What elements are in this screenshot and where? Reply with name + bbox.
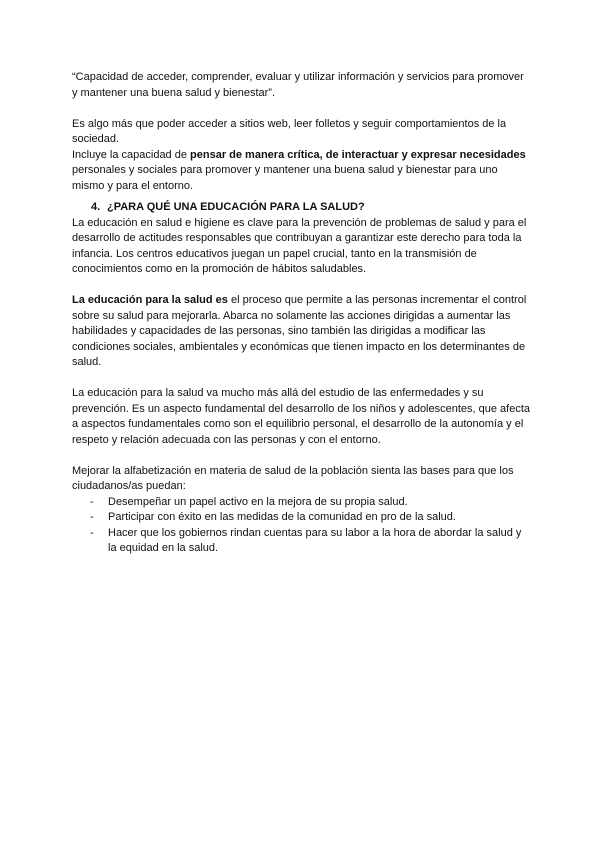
list-item-text: Hacer que los gobiernos rindan cuentas para su labor a la hora de abordar la salud y la equidad en la salud. bbox=[108, 526, 522, 554]
document-body bbox=[72, 70, 530, 557]
bold-phrase: pensar de manera crítica, de interactuar y expresar necesidades bbox=[190, 148, 526, 161]
spacer bbox=[72, 448, 530, 464]
list-item bbox=[72, 495, 530, 511]
list-item-text: Desempeñar un papel activo en la mejora de su propia salud. bbox=[108, 495, 408, 508]
paragraph-literacy: Mejorar la alfabetización en materia de salud de la población sienta las bases para que los ciudadanos/as puedan: bbox=[72, 464, 514, 492]
paragraph-text: personales y sociales para promover y mantener una buena salud y bienestar para uno mismo y para el entorno. bbox=[72, 164, 498, 192]
paragraph-text: el proceso que permite a las personas incrementar el control sobre su salud para mejorarla. Abarca no solamente las acciones dirigidas a aumentar las habilidades y capacidades de las personas, sino también las dirigidas a modificar las condiciones sociales, ambientales y económicas que tienen impacto en los determinantes de salud. bbox=[72, 294, 527, 368]
paragraph-text: Incluye la capacidad de bbox=[72, 148, 191, 161]
section-title: ¿PARA QUÉ UNA EDUCACIÓN PARA LA SALUD? bbox=[107, 201, 365, 213]
paragraph-definition bbox=[72, 293, 530, 371]
section-number: 4. bbox=[91, 201, 101, 213]
bullet-list bbox=[72, 495, 530, 557]
list-item bbox=[72, 510, 530, 526]
bold-phrase: La educación para la salud es bbox=[72, 294, 228, 306]
list-item-text: Participar con éxito en las medidas de la comunidad en pro de la salud. bbox=[108, 511, 456, 523]
paragraph-development: La educación para la salud va mucho más allá del estudio de las enfermedades y su prevención. Es un aspecto fundamental del desarrollo de los niños y adolescentes, que afecta a aspectos fundamentales como son el equilibrio personal, el desarrollo de la autonomía y el respeto y relación adecuada con las personas y con el entorno. bbox=[72, 387, 531, 446]
dash-marker: - bbox=[90, 495, 94, 508]
spacer bbox=[72, 278, 530, 294]
dash-marker: - bbox=[90, 526, 94, 539]
spacer bbox=[72, 371, 530, 387]
quote-paragraph: “Capacidad de acceder, comprender, evaluar y utilizar información y servicios para promover y mantener una buena salud y bienestar”. bbox=[72, 71, 524, 99]
paragraph-web-access: Es algo más que poder acceder a sitios web, leer folletos y seguir comportamientos de la sociedad. bbox=[72, 117, 507, 145]
section-heading bbox=[72, 200, 530, 216]
paragraph-hygiene: La educación en salud e higiene es clave para la prevención de problemas de salud y para el desarrollo de actitudes responsables que contribuyan a garantizar este derecho para toda la infancia. Los centros educativos juegan un papel crucial, tanto en la transmisión de conocimientos como en la promoción de hábitos saludables. bbox=[72, 216, 527, 275]
spacer bbox=[72, 101, 530, 117]
paragraph-critical-thinking bbox=[72, 148, 530, 195]
dash-marker: - bbox=[90, 511, 94, 523]
list-item bbox=[72, 526, 530, 557]
